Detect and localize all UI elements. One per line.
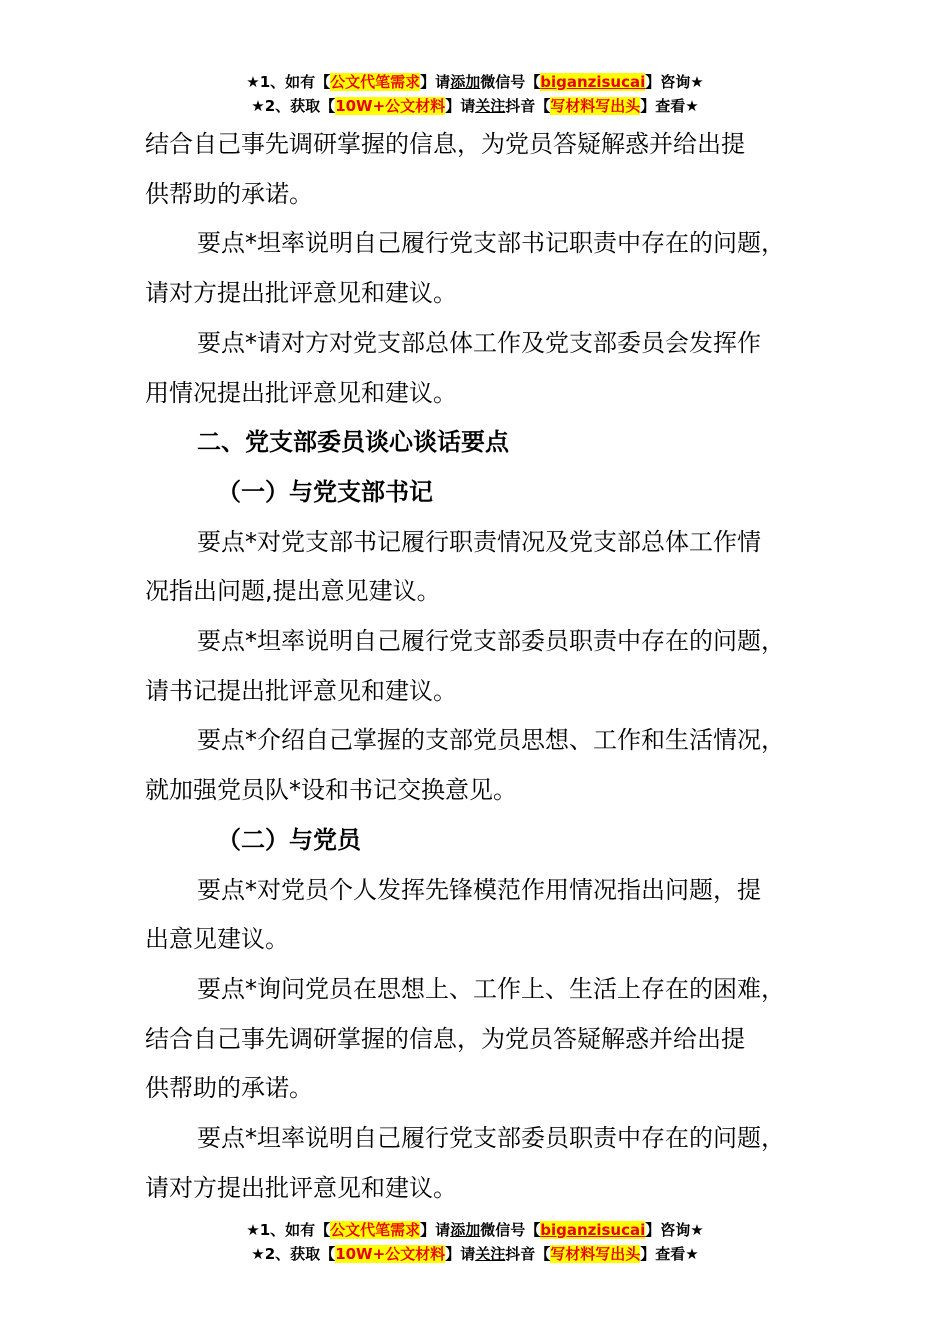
banner-highlight: 写材料写出头 <box>550 1245 641 1263</box>
body-line: 要点*请对方对党支部总体工作及党支部委员会发挥作 <box>197 328 761 357</box>
banner-text: 】查看★ <box>640 1245 699 1263</box>
body-line: 用情况提出批评意见和建议。 <box>145 378 457 407</box>
body-line: 供帮助的承诺。 <box>145 179 313 208</box>
banner-highlight: 写材料写出头 <box>550 97 641 115</box>
footer-banner <box>0 1218 950 1266</box>
body-line: 要点*询问党员在思想上、工作上、生活上存在的困难， <box>197 974 785 1003</box>
banner-text: 】请 <box>445 97 476 115</box>
body-line: 请对方提出批评意见和建议。 <box>145 279 457 308</box>
body-line: 就加强党员队*设和书记交换意见。 <box>145 776 517 805</box>
section-heading: 二、党支部委员谈心谈话要点 <box>197 428 509 457</box>
banner-text: 微信号【 <box>480 1221 541 1239</box>
body-line: 请书记提出批评意见和建议。 <box>145 676 457 705</box>
body-line: 要点*介绍自己掌握的支部党员思想、工作和生活情况， <box>197 726 785 755</box>
header-banner <box>0 70 950 118</box>
banner-text: 】请 <box>420 1221 451 1239</box>
banner-text: 】咨询★ <box>645 1221 704 1239</box>
banner-line-1 <box>0 1218 950 1242</box>
body-line: 要点*对党员个人发挥先锋模范作用情况指出问题，提 <box>197 875 761 904</box>
body-line: 请对方提出批评意见和建议。 <box>145 1173 457 1202</box>
banner-line-2 <box>0 94 950 118</box>
banner-highlight: biganzisucai <box>540 1221 646 1239</box>
body-line: 要点*坦率说明自己履行党支部委员职责中存在的问题， <box>197 1124 785 1153</box>
banner-underline: 关注 <box>475 1245 506 1263</box>
banner-text: 】查看★ <box>640 97 699 115</box>
subsection-heading: （二）与党员 <box>217 825 361 854</box>
banner-underline: 关注 <box>475 97 506 115</box>
banner-line-2 <box>0 1242 950 1266</box>
banner-underline: 添加 <box>450 1221 481 1239</box>
body-line: 结合自己事先调研掌握的信息，为党员答疑解惑并给出提 <box>145 130 745 158</box>
banner-highlight: 10W+公文材料 <box>335 1245 446 1263</box>
banner-text: 】请 <box>445 1245 476 1263</box>
banner-underline: 添加 <box>450 73 481 91</box>
body-line: 要点*坦率说明自己履行党支部委员职责中存在的问题， <box>197 627 785 656</box>
body-line: 况指出问题,提出意见建议。 <box>145 577 441 606</box>
banner-highlight: 公文代笔需求 <box>330 73 421 91</box>
body-line: 结合自己事先调研掌握的信息，为党员答疑解惑并给出提 <box>145 1024 745 1053</box>
body-line: 供帮助的承诺。 <box>145 1074 313 1103</box>
banner-line-1 <box>0 70 950 94</box>
subsection-heading: （一）与党支部书记 <box>217 477 433 506</box>
banner-text: 微信号【 <box>480 73 541 91</box>
banner-text: ★1、如有【 <box>246 73 331 91</box>
banner-text: 】咨询★ <box>645 73 704 91</box>
banner-highlight: 10W+公文材料 <box>335 97 446 115</box>
document-body <box>145 120 835 1213</box>
banner-text: 抖音【 <box>505 1245 551 1263</box>
banner-text: ★2、获取【 <box>251 97 336 115</box>
banner-text: 抖音【 <box>505 97 551 115</box>
banner-text: ★2、获取【 <box>251 1245 336 1263</box>
body-line: 要点*对党支部书记履行职责情况及党支部总体工作情 <box>197 527 761 556</box>
banner-highlight: 公文代笔需求 <box>330 1221 421 1239</box>
body-line: 出意见建议。 <box>145 925 289 954</box>
banner-highlight: biganzisucai <box>540 73 646 91</box>
banner-text: 】请 <box>420 73 451 91</box>
banner-text: ★1、如有【 <box>246 1221 331 1239</box>
body-line: 要点*坦率说明自己履行党支部书记职责中存在的问题， <box>197 229 785 258</box>
